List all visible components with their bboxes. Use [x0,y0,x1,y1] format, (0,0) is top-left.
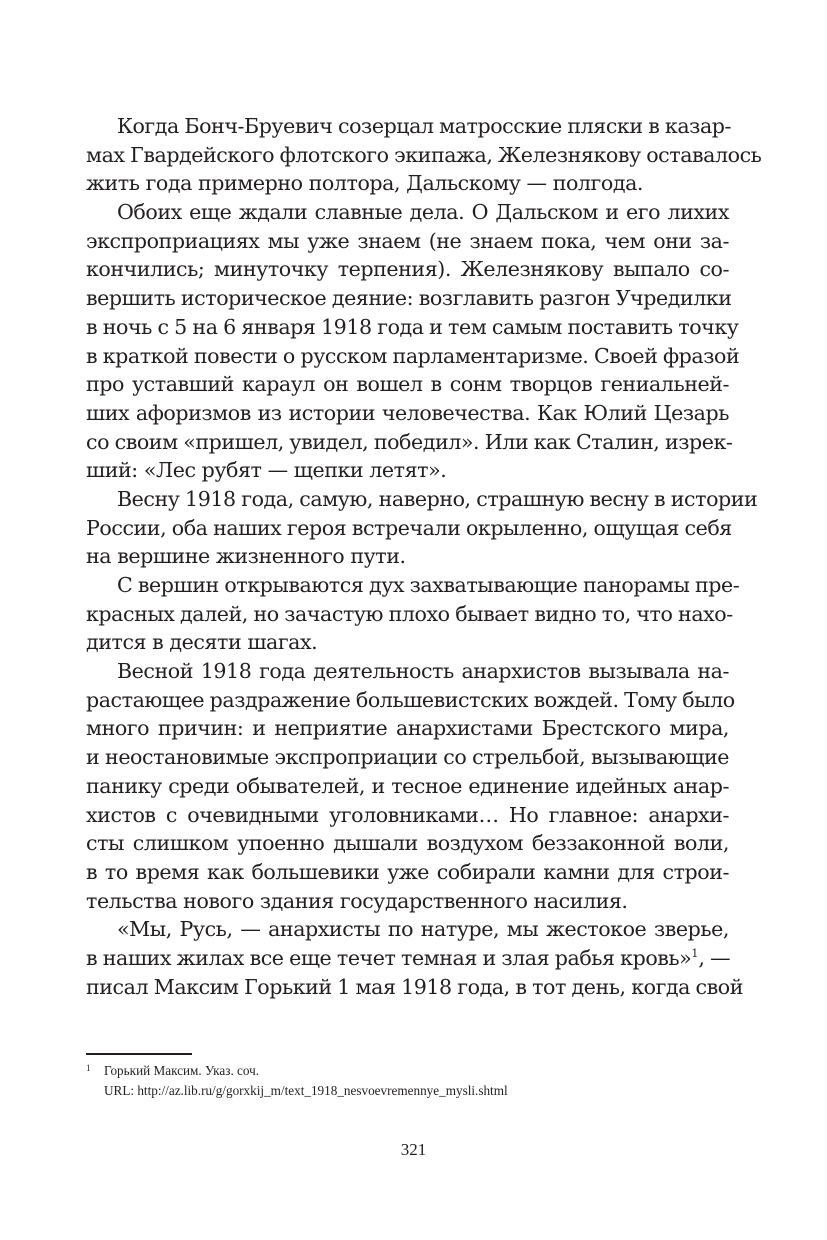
text-line: мах Гвардейского флотского экипажа, Железнякову оставалось [86,142,762,167]
footnote-url[interactable]: URL: http://az.lib.ru/g/gorxkij_m/text_1918_nesvoevremennye_mysli.shtml [104,1083,508,1098]
text-line: много причин: и неприятие анархистами Брестского мира, [86,716,729,741]
main-text [86,112,762,1001]
text-line: и неостановимые экспроприации со стрельбой, вызывающие [86,745,729,770]
text-line: экспроприациях мы уже знаем (не знаем пока, чем они за- [86,228,729,253]
text-line: в то время как большевики уже собирали камни для строи- [86,859,729,884]
text-line: жить года примерно полтора, Дальскому — полгода. [86,171,643,196]
text-line: растающее раздражение большевистских вождей. Тому было [86,687,735,712]
text-line: красных далей, но зачастую плохо бывает видно то, что нахо- [86,601,733,626]
text-line: Весной 1918 года деятельность анархистов вызывала на- [117,659,729,684]
text-line: писал Максим Горький 1 мая 1918 года, в тот день, когда свой [86,974,744,999]
text-line: про уставший караул он вошел в сонм творцов гениальней- [86,372,729,397]
footnote [86,1061,729,1101]
footnote-citation: Горький Максим. Указ. соч. [104,1063,260,1078]
text-line: в ночь с 5 на 6 января 1918 года и тем самым поставить точку [86,314,739,339]
text-line-with-footnote-ref [86,944,729,973]
text-line: сты слишком упоенно дышали воздухом беззаконной воли, [86,831,729,856]
text-line: ший: «Лес рубят — щепки летят». [86,458,447,483]
line-text: в наших жилах все еще течет темная и злая рабья кровь» [86,945,692,970]
footnote-reference[interactable]: 1 [691,946,699,960]
text-line: со своим «пришел, увидел, победил». Или как Сталин, изрек- [86,429,733,454]
text-line: С вершин открываются дух захватывающие панорамы пре- [117,573,740,597]
text-line: в краткой повести о русском парламентаризме. Своей фразой [86,343,740,368]
text-line: Обоих еще ждали славные дела. О Дальском и его лихих [117,200,729,225]
text-line: ших афоризмов из истории человечества. Как Юлий Цезарь [86,400,729,425]
text-line: «Мы, Русь, — анархисты по натуре, мы жестокое зверье, [117,917,729,942]
text-line: дится в десяти шагах. [86,630,318,655]
text-line: хистов с очевидными уголовниками… Но главное: анархи- [86,802,729,827]
text-line: кончились; минуточку терпения). Железнякову выпало со- [86,257,729,282]
text-line: панику среди обывателей, и тесное единение идейных анар- [86,773,729,798]
footnote-number: 1 [86,1063,91,1073]
text-line: России, оба наших героя встречали окрыленно, ощущая себя [86,515,732,540]
text-line: тельства нового здания государственного насилия. [86,888,628,913]
text-line: Когда Бонч-Бруевич созерцал матросские пляски в казар- [117,114,732,138]
footnote-separator [86,1053,192,1055]
text-line: Весну 1918 года, самую, наверно, страшную весну в истории [117,486,758,511]
page-number: 321 [400,1140,427,1159]
text-line: вершить историческое деяние: возглавить разгон Учредилки [86,286,732,311]
line-text-tail: , — [698,945,731,970]
text-line: на вершине жизненного пути. [86,544,406,569]
